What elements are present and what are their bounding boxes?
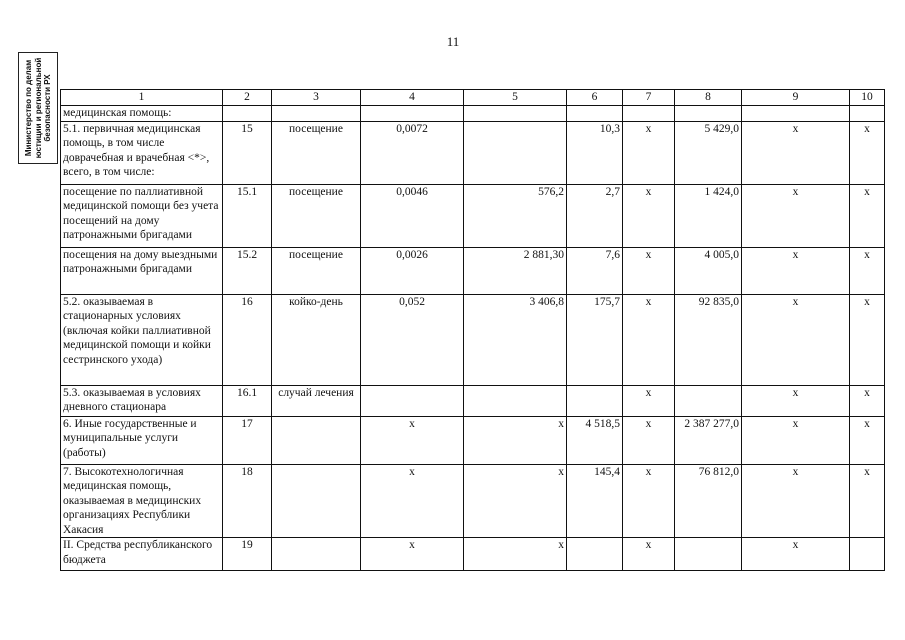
table-row <box>61 247 885 294</box>
table-cell: 10,3 <box>567 121 623 184</box>
table-row <box>61 184 885 247</box>
table-cell: 576,2 <box>464 184 567 247</box>
page-number: 11 <box>446 34 460 49</box>
table-cell: х <box>742 184 850 247</box>
column-header: 6 <box>567 90 623 106</box>
table-cell: 5.1. первичная медицинская помощь, в том числе доврачебная и врачебная <*>, всего, в том числе: <box>61 121 223 184</box>
table-cell: х <box>850 121 885 184</box>
table-cell: 76 812,0 <box>675 464 742 538</box>
stamp-line: безопасности РХ <box>42 74 52 142</box>
table-cell: 175,7 <box>567 294 623 385</box>
table-cell: 7. Высокотехнологичная медицинская помощь, оказываемая в медицинских организациях Республики Хакасия <box>61 464 223 538</box>
table-cell: 4 518,5 <box>567 416 623 464</box>
table-row <box>61 294 885 385</box>
column-header: 3 <box>272 90 361 106</box>
table-cell: х <box>464 538 567 571</box>
table-cell: х <box>742 464 850 538</box>
table-cell: х <box>850 385 885 416</box>
financing-table <box>60 89 885 571</box>
table-cell: посещение по паллиативной медицинской помощи без учета посещений на дому патронажными бригадами <box>61 184 223 247</box>
table-cell: х <box>850 416 885 464</box>
table-row <box>61 385 885 416</box>
table-cell: х <box>623 247 675 294</box>
table-cell: х <box>742 538 850 571</box>
table-body <box>61 90 885 571</box>
column-header: 4 <box>361 90 464 106</box>
table-cell: 5 429,0 <box>675 121 742 184</box>
table-cell: 92 835,0 <box>675 294 742 385</box>
table-header-row <box>61 90 885 106</box>
table-cell: 15 <box>223 121 272 184</box>
stamp-line: юстиции и региональной <box>33 57 43 159</box>
table-cell: х <box>742 385 850 416</box>
table-cell: х <box>742 416 850 464</box>
table-cell <box>850 538 885 571</box>
table-cell <box>272 538 361 571</box>
table-cell: х <box>361 464 464 538</box>
table-cell <box>742 106 850 122</box>
table-cell: х <box>623 385 675 416</box>
table-cell <box>464 385 567 416</box>
table-cell: 7,6 <box>567 247 623 294</box>
table-cell <box>850 106 885 122</box>
table-cell: 0,0046 <box>361 184 464 247</box>
table-cell: 6. Иные государственные и муниципальные услуги (работы) <box>61 416 223 464</box>
table-cell <box>223 106 272 122</box>
table-cell: 4 005,0 <box>675 247 742 294</box>
column-header: 2 <box>223 90 272 106</box>
table-cell <box>272 416 361 464</box>
table-cell: посещения на дому выездными патронажными бригадами <box>61 247 223 294</box>
table-cell <box>567 538 623 571</box>
table-cell: 19 <box>223 538 272 571</box>
table-cell: 1 424,0 <box>675 184 742 247</box>
table-cell <box>567 106 623 122</box>
table-cell: х <box>850 247 885 294</box>
table-cell: х <box>742 294 850 385</box>
table-cell: 2,7 <box>567 184 623 247</box>
table-cell <box>675 385 742 416</box>
table-row <box>61 538 885 571</box>
table-cell: х <box>623 294 675 385</box>
table-cell <box>675 538 742 571</box>
table-cell <box>361 106 464 122</box>
table-cell <box>567 385 623 416</box>
table-cell: 15.2 <box>223 247 272 294</box>
table-cell: х <box>464 416 567 464</box>
table-row <box>61 416 885 464</box>
table-cell: 0,0072 <box>361 121 464 184</box>
table-cell <box>464 106 567 122</box>
table-cell: х <box>623 464 675 538</box>
table-cell: посещение <box>272 247 361 294</box>
table-cell: х <box>850 294 885 385</box>
table-row <box>61 121 885 184</box>
table-cell: х <box>623 121 675 184</box>
table-cell: х <box>742 247 850 294</box>
table-cell: 18 <box>223 464 272 538</box>
table-cell: 145,4 <box>567 464 623 538</box>
table-cell: х <box>623 416 675 464</box>
table-cell: 16 <box>223 294 272 385</box>
column-header: 9 <box>742 90 850 106</box>
table-cell: х <box>850 464 885 538</box>
table-cell: 3 406,8 <box>464 294 567 385</box>
table-cell: посещение <box>272 121 361 184</box>
table-cell <box>464 121 567 184</box>
table-cell: посещение <box>272 184 361 247</box>
table-row <box>61 106 885 122</box>
table-cell: х <box>623 184 675 247</box>
table-cell: 5.3. оказываемая в условиях дневного стационара <box>61 385 223 416</box>
table-cell: 0,0026 <box>361 247 464 294</box>
table-row <box>61 464 885 538</box>
stamp-line: Министерство по делам <box>23 59 33 157</box>
table-cell: х <box>742 121 850 184</box>
column-header: 1 <box>61 90 223 106</box>
table-cell: медицинская помощь: <box>61 106 223 122</box>
table-cell: II. Средства республиканского бюджета <box>61 538 223 571</box>
table-cell: 0,052 <box>361 294 464 385</box>
table-cell <box>675 106 742 122</box>
column-header: 8 <box>675 90 742 106</box>
table-cell: х <box>361 538 464 571</box>
table-cell: х <box>623 538 675 571</box>
stamp-text <box>24 54 53 162</box>
column-header: 10 <box>850 90 885 106</box>
table-cell <box>272 106 361 122</box>
table-cell: 15.1 <box>223 184 272 247</box>
table-cell: 16.1 <box>223 385 272 416</box>
table-cell: 2 387 277,0 <box>675 416 742 464</box>
table-cell <box>623 106 675 122</box>
table-cell: 2 881,30 <box>464 247 567 294</box>
table-cell: случай лечения <box>272 385 361 416</box>
table-cell: койко-день <box>272 294 361 385</box>
table-cell: 5.2. оказываемая в стационарных условиях (включая койки паллиативной медицинской помощи и койки сестринского ухода) <box>61 294 223 385</box>
column-header: 7 <box>623 90 675 106</box>
column-header: 5 <box>464 90 567 106</box>
table-cell: х <box>464 464 567 538</box>
table-cell: х <box>850 184 885 247</box>
ministry-stamp <box>18 52 58 164</box>
table-cell <box>361 385 464 416</box>
table-cell: 17 <box>223 416 272 464</box>
table-cell: х <box>361 416 464 464</box>
table-cell <box>272 464 361 538</box>
